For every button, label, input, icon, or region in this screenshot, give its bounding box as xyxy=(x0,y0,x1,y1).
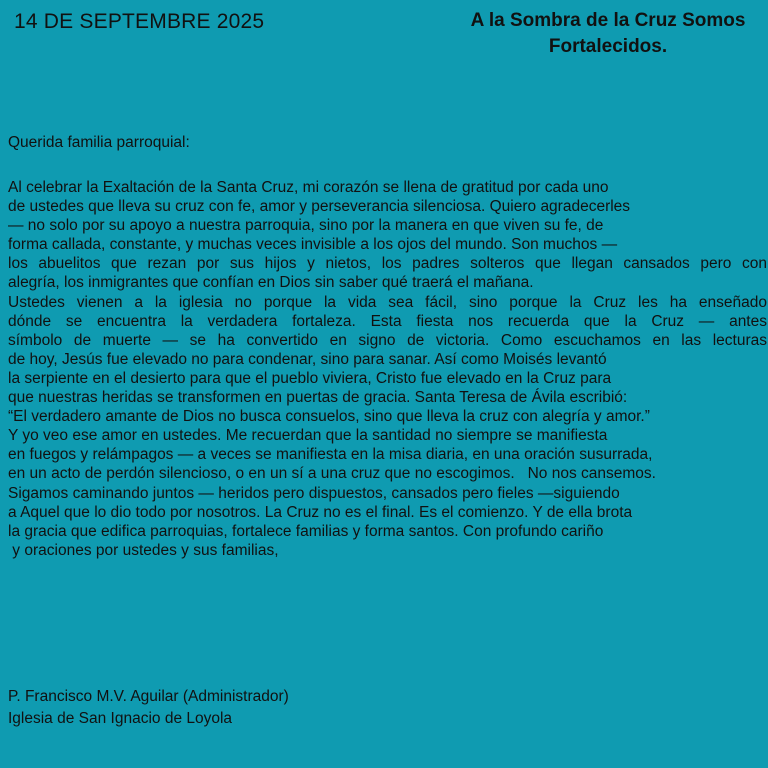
date: 14 DE SEPTEMBRE 2025 xyxy=(14,10,265,33)
title-line-2: Fortalecidos. xyxy=(548,36,668,57)
title-line-1: A la Sombra de la Cruz Somos xyxy=(470,10,746,31)
signature-name: P. Francisco M.V. Aguilar (Administrador) xyxy=(8,688,289,705)
body-line-13: “El verdadero amante de Dios no busca consuelos, sino que lleva la cruz con alegría y amor.” xyxy=(8,408,650,426)
body-line-7: Ustedes vienen a la iglesia no porque la vida sea fácil, sino porque la Cruz les ha enseñado xyxy=(8,293,767,311)
letter-title xyxy=(452,8,764,60)
body-line-3: — no solo por su apoyo a nuestra parroquia, sino por la manera en que viven su fe, de xyxy=(8,217,604,235)
body-line-19: la gracia que edifica parroquias, fortalece familias y forma santos. Con profundo cariño xyxy=(8,522,604,540)
body-line-5: los abuelitos que rezan por sus hijos y nietos, los padres solteros que llegan cansados pero con xyxy=(8,255,767,273)
body-line-6: alegría, los inmigrantes que confían en Dios sin saber qué traerá el mañana. xyxy=(8,274,534,292)
body-line-11: la serpiente en el desierto para que el pueblo viviera, Cristo fue elevado en la Cruz para xyxy=(8,369,612,387)
signature-parish: Iglesia de San Ignacio de Loyola xyxy=(8,710,233,727)
body-line-8: dónde se encuentra la verdadera fortaleza. Esta fiesta nos recuerda que la Cruz — antes xyxy=(8,312,767,330)
body-line-2: de ustedes que lleva su cruz con fe, amor y perseverancia silenciosa. Quiero agradecerles xyxy=(8,198,631,216)
body-line-4: forma callada, constante, y muchas veces invisible a los ojos del mundo. Son muchos — xyxy=(8,236,618,254)
body-line-12: que nuestras heridas se transformen en puertas de gracia. Santa Teresa de Ávila escribió: xyxy=(8,389,628,407)
body-line-9: símbolo de muerte — se ha convertido en signo de victoria. Como escuchamos en las lecturas xyxy=(8,331,767,349)
body-line-18: a Aquel que lo dio todo por nosotros. La Cruz no es el final. Es el comienzo. Y de ella brota xyxy=(8,503,633,521)
greeting: Querida familia parroquial: xyxy=(8,134,190,151)
body-line-10: de hoy, Jesús fue elevado no para condenar, sino para sanar. Así como Moisés levantó xyxy=(8,350,607,368)
signature xyxy=(8,686,289,730)
body-line-15: en fuegos y relámpagos — a veces se manifiesta en la misa diaria, en una oración susurrada, xyxy=(8,446,653,464)
body-line-16: en un acto de perdón silencioso, o en un sí a una cruz que no escogimos. No nos cansemos. xyxy=(8,465,656,483)
body-line-17: Sigamos caminando juntos — heridos pero dispuestos, cansados pero fieles —siguiendo xyxy=(8,484,620,502)
body-line-1: Al celebrar la Exaltación de la Santa Cruz, mi corazón se llena de gratitud por cada uno xyxy=(8,179,609,196)
body-line-20: y oraciones por ustedes y sus familias, xyxy=(8,541,279,559)
letter-body xyxy=(8,178,768,560)
body-line-14: Y yo veo ese amor en ustedes. Me recuerdan que la santidad no siempre se manifiesta xyxy=(8,427,608,445)
